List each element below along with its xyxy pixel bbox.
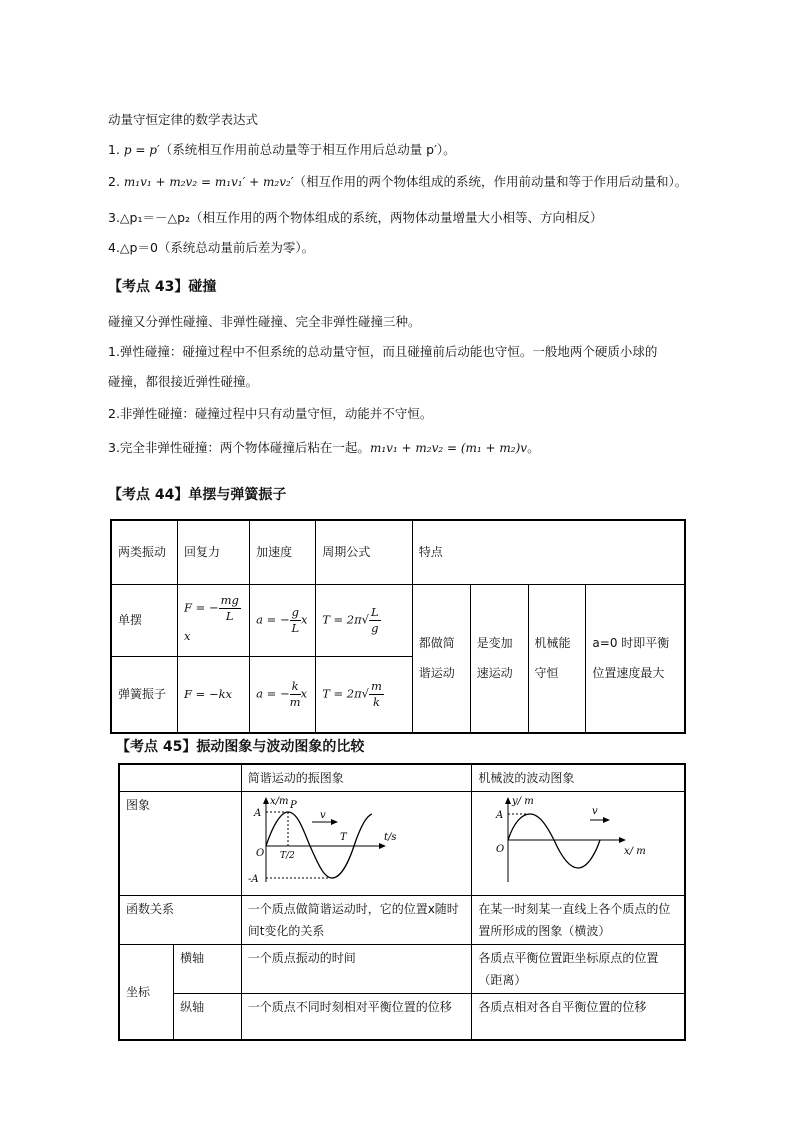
svg-text:t/s: t/s: [383, 832, 397, 843]
row-function: 函数关系: [119, 896, 241, 945]
heading-k44: 【考点 44】单摆与弹簧振子: [108, 487, 287, 503]
row-vertical-axis: 纵轴: [174, 994, 242, 1040]
wave-graph-cell: [472, 792, 685, 896]
intro-item-3: 3.△p₁＝－△p₂（相互作用的两个物体组成的系统，两物体动量增量大小相等、方向相反）: [108, 210, 603, 225]
svg-text:A: A: [253, 808, 261, 819]
k43-item-2: 2.非弹性碰撞：碰撞过程中只有动量守恒，动能并不守恒。: [108, 406, 433, 421]
col-wave: 机械波的波动图象: [472, 764, 685, 792]
feature-variable-accel: 是变加速运动: [470, 584, 528, 733]
header-two-types: 两类振动: [111, 520, 178, 584]
k43-item-3: 3.完全非弹性碰撞：两个物体碰撞后粘在一起。m₁v₁ + m₂v₂ = (m₁ + m₂)v。: [108, 440, 540, 455]
formula-2: m₁v₁ + m₂v₂ = m₁v₁′ + m₂v₂′: [123, 175, 294, 189]
intro-item-1: 1. p = p′（系统相互作用前总动量等于相互作用后总动量 p′）。: [108, 142, 456, 157]
intro-title: 动量守恒定律的数学表达式: [108, 112, 259, 127]
svg-text:O: O: [255, 848, 264, 859]
header-features: 特点: [412, 520, 685, 584]
vertical-wave: 各质点相对各自平衡位置的位移: [472, 994, 685, 1040]
header-restoring-force: 回复力: [178, 520, 250, 584]
header-acceleration: 加速度: [250, 520, 316, 584]
formula-1: p = p′: [123, 143, 160, 157]
pendulum-acceleration: a = − $\frac{g}{L}$ x: [250, 584, 316, 656]
spring-force: F = −kx: [178, 656, 250, 733]
svg-text:T/2: T/2: [279, 851, 295, 861]
row-coordinate: 坐标: [119, 945, 174, 1040]
svg-text:x/m: x/m: [269, 796, 289, 807]
horizontal-vibration: 一个质点振动的时间: [241, 945, 472, 994]
col-vibration: 简谐运动的振图象: [241, 764, 472, 792]
graph-comparison-table: [118, 763, 686, 1041]
svg-text:O: O: [496, 844, 505, 855]
function-vibration: 一个质点做简谐运动时，它的位置x随时间t变化的关系: [241, 896, 472, 945]
pendulum-force: F = − $\frac{mg}{L}$ x: [178, 584, 250, 656]
feature-shm: 都做简谐运动: [412, 584, 470, 733]
vertical-vibration: 一个质点不同时刻相对平衡位置的位移: [241, 994, 472, 1040]
svg-text:-A: -A: [247, 874, 259, 885]
row-horizontal-axis: 横轴: [174, 945, 242, 994]
row-pendulum: 单摆: [111, 584, 178, 656]
feature-energy-conserved: 机械能守恒: [528, 584, 586, 733]
row-image: 图象: [119, 792, 241, 896]
function-wave: 在某一时刻某一直线上各个质点的位置所形成的图象（横波）: [472, 896, 685, 945]
vib-x-arrow: [379, 843, 386, 849]
wave-curve: [508, 814, 600, 868]
svg-text:x/ m: x/ m: [624, 846, 647, 857]
svg-text:y/ m: y/ m: [512, 796, 535, 807]
oscillator-table: [110, 519, 686, 734]
heading-k45: 【考点 45】振动图象与波动图象的比较: [116, 739, 365, 755]
svg-text:P: P: [289, 800, 297, 811]
formula-perfect-inelastic: m₁v₁ + m₂v₂ = (m₁ + m₂)v: [369, 441, 528, 455]
wave-graph: [472, 792, 672, 888]
row-spring: 弹簧振子: [111, 656, 178, 733]
svg-text:v: v: [319, 810, 326, 821]
svg-text:v: v: [592, 806, 599, 817]
spring-acceleration: a = − $\frac{k}{m}$ x: [250, 656, 316, 733]
heading-k43: 【考点 43】碰撞: [108, 279, 217, 295]
k43-item-1-cont: 碰撞，都很接近弹性碰撞。: [108, 374, 259, 389]
k43-item-1: 1.弹性碰撞：碰撞过程中不但系统的总动量守恒，而且碰撞前后动能也守恒。一般地两个硬质小球的: [108, 344, 658, 359]
k43-intro: 碰撞又分弹性碰撞、非弹性碰撞、完全非弹性碰撞三种。: [108, 314, 421, 329]
vibration-graph: [242, 792, 462, 888]
spring-period: T = 2π√ $\frac{m}{k}$: [316, 656, 413, 733]
vib-y-arrow: [263, 797, 269, 804]
corner-cell: [119, 764, 241, 792]
vibration-graph-cell: [241, 792, 472, 896]
pendulum-period: T = 2π√ $\frac{L}{g}$: [316, 584, 413, 656]
intro-item-4: 4.△p＝0（系统总动量前后差为零）。: [108, 240, 315, 255]
svg-text:T: T: [339, 832, 347, 843]
svg-text:A: A: [496, 810, 504, 821]
horizontal-wave: 各质点平衡位置距坐标原点的位置（距离）: [472, 945, 685, 994]
feature-max-speed: a=0 时即平衡位置速度最大: [586, 584, 685, 733]
header-period: 周期公式: [316, 520, 413, 584]
intro-item-2: 2. m₁v₁ + m₂v₂ = m₁v₁′ + m₂v₂′（相互作用的两个物体组成的系统，作用前动量和等于作用后动量和）。: [108, 174, 688, 189]
